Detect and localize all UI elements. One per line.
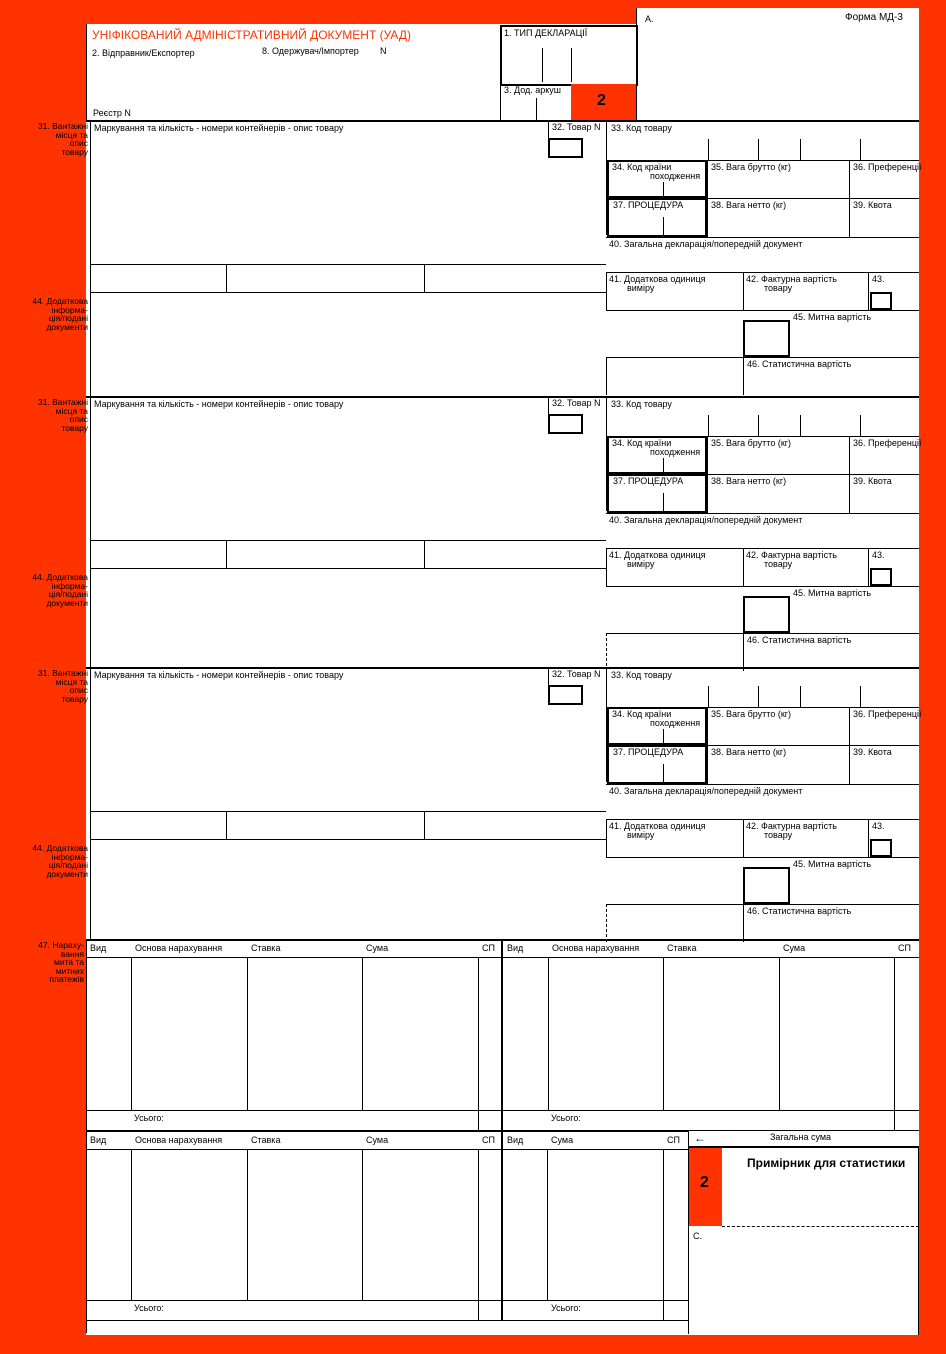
- cargo-side-label: 31. Вантажні: [37, 668, 88, 678]
- customs-value-box[interactable]: [743, 596, 790, 633]
- quota-label: 39. Квота: [853, 200, 892, 210]
- divider: [868, 272, 869, 310]
- quota-label: 39. Квота: [853, 747, 892, 757]
- calc-header-method: СП: [482, 943, 495, 953]
- cargo-side-label: опис: [69, 414, 88, 425]
- copy-purpose-label: Примірник для статистики: [747, 1156, 906, 1170]
- additional-info-field[interactable]: [92, 295, 604, 393]
- divider: [663, 764, 664, 784]
- divider: [226, 264, 227, 292]
- divider: [663, 729, 664, 745]
- divider: [860, 686, 861, 707]
- summary-declaration-label: 40. Загальна декларація/попередній документ: [609, 515, 803, 525]
- statistical-value-label: 46. Статистична вартість: [747, 635, 852, 645]
- customs-value-box[interactable]: [743, 867, 790, 904]
- box-43-label: 43.: [872, 274, 885, 284]
- goods-block-top: [86, 667, 919, 669]
- supplementary-unit-label: виміру: [627, 559, 655, 569]
- invoice-value-label: 42. Фактурна вартість: [746, 550, 837, 560]
- additional-info-side-label: інформа-: [51, 304, 88, 315]
- procedure-label: 37. ПРОЦЕДУРА: [613, 747, 684, 757]
- cargo-side-label: місця та: [55, 676, 88, 687]
- divider: [708, 415, 709, 436]
- divider: [743, 357, 744, 395]
- box-43-label: 43.: [872, 550, 885, 560]
- additional-sheets-label: 3. Дод. аркуш: [504, 85, 562, 95]
- divider: [894, 1110, 895, 1130]
- divider: [424, 264, 425, 292]
- corner-a-label: А.: [645, 14, 654, 24]
- duties-side-label: 47. Нараху-: [38, 940, 84, 950]
- divider: [86, 24, 87, 120]
- divider: [478, 1300, 479, 1320]
- dashed-divider: [606, 633, 607, 671]
- procedure-label: 37. ПРОЦЕДУРА: [613, 476, 684, 486]
- divider: [688, 1130, 689, 1334]
- additional-info-side-label: документи: [46, 321, 88, 332]
- divider: [606, 548, 919, 549]
- supplementary-unit-label: виміру: [627, 830, 655, 840]
- divider: [606, 513, 919, 514]
- divider: [606, 357, 607, 395]
- divider: [606, 548, 607, 586]
- statistical-value-label: 46. Статистична вартість: [747, 359, 852, 369]
- gross-weight-label: 35. Вага брутто (кг): [711, 162, 792, 172]
- receiver-label: 8. Одержувач/Імпортер: [262, 46, 359, 56]
- origin-country-label: походження: [650, 447, 701, 457]
- divider: [90, 667, 91, 939]
- duties-side-label: платежів: [49, 974, 84, 985]
- supplementary-unit-label: 41. Додаткова одиниця: [609, 821, 706, 831]
- preference-label: 36. Преференції: [853, 438, 922, 448]
- copy-number: 2: [597, 92, 606, 109]
- origin-country-label: 34. Код країни: [612, 709, 672, 719]
- gross-weight-label: 35. Вага брутто (кг): [711, 438, 792, 448]
- additional-info-side-label: документи: [46, 868, 88, 879]
- divider: [424, 811, 425, 839]
- additional-info-side-label: 44. Додаткова: [32, 296, 88, 306]
- divider: [571, 48, 572, 82]
- box-43-field[interactable]: [870, 292, 892, 310]
- calc-total-label: Усього:: [134, 1113, 164, 1123]
- divider: [708, 139, 709, 160]
- additional-info-field[interactable]: [92, 571, 604, 669]
- customs-value-label: 45. Митна вартість: [793, 859, 872, 869]
- item-number-box[interactable]: [548, 138, 583, 158]
- cargo-side-label: товару: [61, 146, 88, 157]
- divider: [800, 686, 801, 707]
- goods-block-top: [86, 120, 919, 122]
- dashed-divider: [606, 904, 607, 942]
- divider: [868, 819, 869, 857]
- item-number-label: 32. Товар N: [552, 122, 601, 132]
- marking-field[interactable]: [92, 681, 546, 811]
- box-43-field[interactable]: [870, 568, 892, 586]
- form-title: УНІФІКОВАНИЙ АДМІНІСТРАТИВНИЙ ДОКУМЕНТ (УАД): [92, 28, 411, 42]
- divider: [918, 1148, 919, 1335]
- form-code: Форма МД-3: [845, 12, 903, 23]
- divider: [663, 217, 664, 237]
- form-header-strip: [86, 8, 636, 24]
- invoice-value-label: товару: [764, 559, 793, 569]
- calc-total-label: Усього:: [551, 1113, 581, 1123]
- divider: [86, 1131, 689, 1132]
- cargo-side-label: опис: [69, 138, 88, 149]
- duty-calc-field-3[interactable]: [92, 1151, 492, 1301]
- divider: [86, 1149, 501, 1150]
- preference-label: 36. Преференції: [853, 162, 922, 172]
- divider: [606, 272, 919, 273]
- marking-field[interactable]: [92, 410, 546, 540]
- grand-total-label: Загальна сума: [770, 1132, 832, 1142]
- supplementary-unit-label: 41. Додаткова одиниця: [609, 550, 706, 560]
- additional-info-side-label: 44. Додаткова: [32, 843, 88, 853]
- divider: [503, 1110, 919, 1111]
- divider: [90, 264, 606, 265]
- declaration-type-label: 1. ТИП ДЕКЛАРАЦІЇ: [504, 28, 588, 38]
- invoice-value-label: товару: [764, 830, 793, 840]
- divider: [663, 1300, 664, 1320]
- additional-info-field[interactable]: [92, 842, 604, 940]
- procedure-label: 37. ПРОЦЕДУРА: [613, 200, 684, 210]
- divider: [663, 493, 664, 513]
- divider: [743, 819, 744, 857]
- calc-header-rate: Ставка: [251, 1135, 281, 1145]
- divider: [503, 1149, 688, 1150]
- copy-number-bottom: 2: [700, 1174, 709, 1191]
- net-weight-label: 38. Вага нетто (кг): [711, 476, 787, 486]
- calc-header-base: Основа нарахування: [552, 943, 640, 953]
- register-label: Реєстр N: [93, 108, 131, 118]
- additional-info-side-label: ція/подані: [48, 589, 88, 600]
- net-weight-label: 38. Вага нетто (кг): [711, 200, 787, 210]
- item-number-label: 32. Товар N: [552, 398, 601, 408]
- origin-country-label: походження: [650, 718, 701, 728]
- divider: [606, 272, 607, 310]
- origin-country-label: походження: [650, 171, 701, 181]
- divider: [708, 686, 709, 707]
- invoice-value-label: товару: [764, 283, 793, 293]
- additional-info-side-label: документи: [46, 597, 88, 608]
- calc-header-amount: Сума: [551, 1135, 574, 1145]
- origin-country-label: 34. Код країни: [612, 162, 672, 172]
- divider: [90, 540, 606, 541]
- item-number-box[interactable]: [548, 685, 583, 705]
- divider: [536, 98, 537, 120]
- quota-label: 39. Квота: [853, 476, 892, 486]
- calc-header-method: СП: [482, 1135, 495, 1145]
- marking-field[interactable]: [92, 134, 546, 264]
- commodity-code-label: 33. Код товару: [611, 123, 672, 133]
- statistical-value-label: 46. Статистична вартість: [747, 906, 852, 916]
- cargo-side-label: місця та: [55, 405, 88, 416]
- duty-calc-field-2[interactable]: [509, 959, 909, 1109]
- calc-header-kind: Вид: [507, 1135, 524, 1145]
- cargo-side-label: 31. Вантажні: [37, 397, 88, 407]
- divider: [226, 540, 227, 568]
- customs-value-box[interactable]: [743, 320, 790, 357]
- calc-header-rate: Ставка: [251, 943, 281, 953]
- divider: [743, 272, 744, 310]
- corner-c-label: С.: [693, 1231, 702, 1241]
- calc-total-label: Усього:: [134, 1303, 164, 1313]
- calc-header-method: СП: [898, 943, 911, 953]
- divider: [606, 310, 919, 311]
- customs-value-label: 45. Митна вартість: [793, 588, 872, 598]
- calc-header-amount: Сума: [366, 1135, 389, 1145]
- divider: [226, 811, 227, 839]
- preference-label: 36. Преференції: [853, 709, 922, 719]
- box-43-label: 43.: [872, 821, 885, 831]
- divider: [90, 839, 606, 840]
- divider: [500, 84, 501, 120]
- duty-calc-field-4[interactable]: [509, 1151, 669, 1301]
- cargo-side-label: місця та: [55, 129, 88, 140]
- item-number-box[interactable]: [548, 414, 583, 434]
- divider: [688, 1146, 919, 1148]
- additional-info-side-label: інформа-: [51, 580, 88, 591]
- cargo-side-label: 31. Вантажні: [37, 121, 88, 131]
- duties-side-label: вання: [60, 948, 84, 959]
- divider: [860, 139, 861, 160]
- duties-side-label: мита та: [53, 957, 84, 968]
- divider: [606, 357, 919, 358]
- marking-label: Маркування та кількість - номери контейнерів - опис товару: [94, 123, 344, 133]
- divider: [606, 633, 919, 634]
- calc-header-amount: Сума: [783, 943, 806, 953]
- calc-header-kind: Вид: [90, 943, 107, 953]
- calc-total-label: Усього:: [551, 1303, 581, 1313]
- divider: [478, 1110, 479, 1130]
- divider: [663, 182, 664, 198]
- calc-header-base: Основа нарахування: [135, 1135, 223, 1145]
- calc-header-kind: Вид: [507, 943, 524, 953]
- divider: [606, 857, 919, 858]
- calc-header-amount: Сума: [366, 943, 389, 953]
- duties-side-label: митних: [55, 965, 84, 976]
- dashed-divider: [722, 1226, 919, 1227]
- divider: [758, 686, 759, 707]
- divider: [860, 415, 861, 436]
- summary-declaration-label: 40. Загальна декларація/попередній документ: [609, 239, 803, 249]
- calc-header-method: СП: [667, 1135, 680, 1145]
- gross-weight-label: 35. Вага брутто (кг): [711, 709, 792, 719]
- divider: [86, 957, 501, 958]
- commodity-code-label: 33. Код товару: [611, 399, 672, 409]
- divider: [503, 957, 919, 958]
- sender-receiver-field[interactable]: [92, 45, 497, 120]
- divider: [868, 548, 869, 586]
- item-number-label: 32. Товар N: [552, 669, 601, 679]
- divider: [758, 415, 759, 436]
- customs-value-label: 45. Митна вартість: [793, 312, 872, 322]
- additional-info-side-label: ція/подані: [48, 313, 88, 324]
- duty-calc-field-1[interactable]: [92, 959, 492, 1109]
- cargo-side-label: товару: [61, 693, 88, 704]
- divider: [606, 819, 607, 857]
- divider: [90, 292, 606, 293]
- divider: [606, 819, 919, 820]
- divider: [86, 1110, 501, 1111]
- summary-declaration-label: 40. Загальна декларація/попередній документ: [609, 786, 803, 796]
- grand-total-arrow: ←: [694, 1131, 706, 1145]
- divider: [800, 415, 801, 436]
- net-weight-label: 38. Вага нетто (кг): [711, 747, 787, 757]
- divider: [606, 904, 919, 905]
- divider: [90, 396, 91, 667]
- supplementary-unit-label: виміру: [627, 283, 655, 293]
- divider: [90, 811, 606, 812]
- calc-header-rate: Ставка: [667, 943, 697, 953]
- additional-info-side-label: інформа-: [51, 851, 88, 862]
- invoice-value-label: 42. Фактурна вартість: [746, 274, 837, 284]
- calc-header-base: Основа нарахування: [135, 943, 223, 953]
- divider: [86, 1320, 689, 1321]
- divider: [606, 784, 919, 785]
- marking-label: Маркування та кількість - номери контейнерів - опис товару: [94, 399, 344, 409]
- divider: [90, 120, 91, 396]
- sender-label: 2. Відправник/Експортер: [92, 48, 195, 58]
- commodity-code-label: 33. Код товару: [611, 670, 672, 680]
- divider: [424, 540, 425, 568]
- cargo-side-label: опис: [69, 685, 88, 696]
- additional-info-side-label: ція/подані: [48, 860, 88, 871]
- divider: [743, 548, 744, 586]
- divider: [743, 633, 744, 671]
- calc-header-kind: Вид: [90, 1135, 107, 1145]
- divider: [606, 586, 919, 587]
- divider: [606, 237, 919, 238]
- divider: [542, 48, 543, 82]
- divider: [86, 939, 87, 1333]
- cargo-side-label: товару: [61, 422, 88, 433]
- goods-block-top: [86, 396, 919, 398]
- divider: [90, 568, 606, 569]
- divider: [758, 139, 759, 160]
- receiver-n-label: N: [380, 46, 387, 56]
- supplementary-unit-label: 41. Додаткова одиниця: [609, 274, 706, 284]
- invoice-value-label: 42. Фактурна вартість: [746, 821, 837, 831]
- divider: [663, 458, 664, 474]
- box-43-field[interactable]: [870, 839, 892, 857]
- marking-label: Маркування та кількість - номери контейнерів - опис товару: [94, 670, 344, 680]
- divider: [743, 904, 744, 942]
- origin-country-label: 34. Код країни: [612, 438, 672, 448]
- divider: [800, 139, 801, 160]
- additional-info-side-label: 44. Додаткова: [32, 572, 88, 582]
